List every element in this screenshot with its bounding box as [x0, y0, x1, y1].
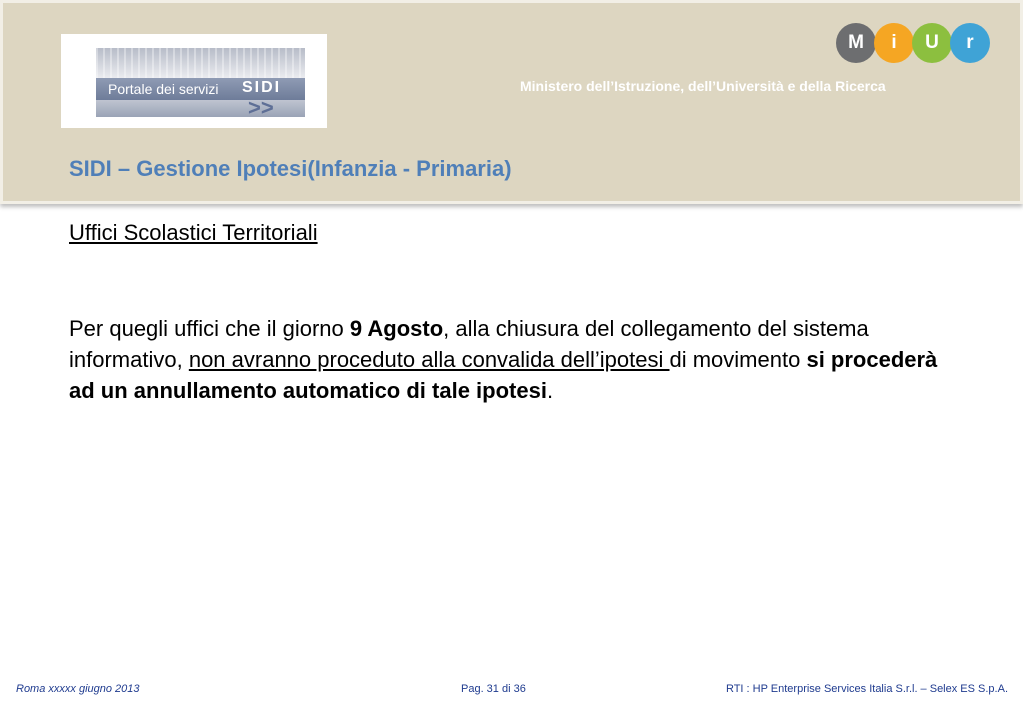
sidi-logo-image: [96, 48, 305, 117]
miur-letter-m: M: [836, 23, 876, 63]
miur-letter-r: r: [950, 23, 990, 63]
ministry-name: Ministero dell’Istruzione, dell’Università e della Ricerca: [520, 78, 886, 94]
logo-sidi-text: SIDI: [242, 79, 282, 96]
body-text-3: di movimento: [669, 347, 807, 372]
body-paragraph: [69, 313, 969, 406]
miur-logo: [836, 23, 992, 67]
footer-rti: RTI : HP Enterprise Services Italia S.r.l. – Selex ES S.p.A.: [725, 683, 1008, 695]
body-text-1: Per quegli uffici che il giorno: [69, 316, 350, 341]
body-date: 9 Agosto: [349, 316, 444, 341]
body-text-4: .: [546, 378, 554, 403]
footer-page-number: Pag. 31 di 36: [461, 683, 526, 695]
logo-stripes: [96, 48, 305, 78]
body-result: si procederà ad un annullamento automatico di tale ipotesi: [69, 347, 938, 403]
sidi-portal-logo[interactable]: [61, 34, 327, 128]
section-subtitle: Uffici Scolastici Territoriali: [69, 220, 318, 245]
body-text-2: , alla chiusura del collegamento del sistema informativo,: [69, 316, 869, 372]
logo-arrows-icon: >>: [248, 95, 274, 117]
miur-letter-i: i: [874, 23, 914, 63]
body-underlined: non avranno proceduto alla convalida dell’ipotesi: [188, 347, 670, 372]
logo-portal-text: Portale dei servizi: [108, 81, 219, 97]
slide-title: SIDI – Gestione Ipotesi(Infanzia - Primaria): [69, 156, 512, 181]
miur-letter-u: U: [912, 23, 952, 63]
footer-date: Roma xxxxx giugno 2013: [16, 683, 140, 695]
